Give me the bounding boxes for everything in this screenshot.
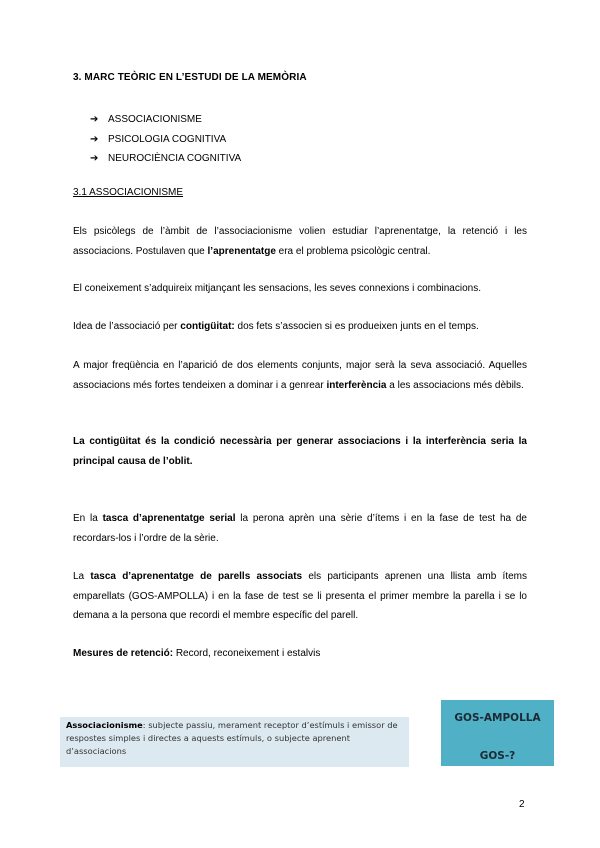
list-item bbox=[90, 149, 241, 169]
example-line-1: GOS-AMPOLLA bbox=[454, 712, 541, 724]
bold-text: Associacionisme bbox=[66, 720, 143, 730]
subsection-heading: 3.1 ASSOCIACIONISME bbox=[73, 187, 184, 198]
example-line-2: GOS-? bbox=[479, 750, 516, 762]
text: La bbox=[73, 571, 91, 582]
paragraph-6 bbox=[73, 509, 527, 548]
text: dos fets s’associen si es produeixen junts en el temps. bbox=[234, 321, 479, 332]
paragraph-2: El coneixement s’adquireix mitjançant les sensacions, les seves connexions i combinacions. bbox=[73, 283, 481, 294]
text: Record, reconeixement i estalvis bbox=[173, 648, 321, 659]
bold-text: interferència bbox=[326, 379, 387, 391]
bold-text: tasca d’aprenentatge de parells associats bbox=[90, 571, 303, 582]
section-heading: 3. MARC TEÒRIC EN L’ESTUDI DE LA MEMÒRIA bbox=[73, 72, 307, 83]
list-item bbox=[90, 110, 241, 130]
definition-note-box bbox=[60, 717, 409, 767]
list-item bbox=[90, 130, 241, 150]
arrow-icon: ➔ bbox=[90, 114, 99, 125]
paragraph-1 bbox=[73, 222, 527, 261]
text: a les associacions més dèbils. bbox=[386, 379, 524, 391]
list-item-label: NEUROCIÈNCIA COGNITIVA bbox=[108, 153, 242, 164]
text: Idea de l’associació per bbox=[73, 321, 181, 332]
text: : subjecte passiu, merament receptor d’estímuls i emissor de respostes simples i directes a aquests estímuls, o subjecte aprenent d’associacions bbox=[66, 720, 398, 756]
paragraph-3 bbox=[73, 317, 527, 337]
bold-text: contigüitat: bbox=[180, 321, 235, 332]
arrow-icon: ➔ bbox=[90, 133, 99, 145]
text: els participants aprenen una llista amb ítems emparellats (GOS-AMPOLLA) i en la fase de test se li presenta el primer membre la parella i se lo demana a la persona que recordi el membre específic del parell. bbox=[73, 571, 527, 621]
paragraph-8 bbox=[73, 644, 527, 664]
text: la perona aprèn una sèrie d’ítems i en la fase de test ha de recordars-los i l’ordre de la sèrie. bbox=[73, 513, 527, 544]
list-item-label: ASSOCIACIONISME bbox=[108, 114, 202, 125]
paragraph-7 bbox=[73, 567, 527, 626]
paragraph-5: La contigüitat és la condició necessària per generar associacions i la interferència seria la principal causa de l’oblit. bbox=[73, 436, 527, 467]
paragraph-4 bbox=[73, 356, 527, 395]
text: A major freqüència en l’aparició de dos elements conjunts, major serà la seva associació. Aquelles associacions més fortes tendeixen a dominar i a genrear bbox=[73, 360, 527, 391]
example-box bbox=[441, 700, 554, 766]
bold-text: Mesures de retenció: bbox=[73, 648, 174, 659]
text: Els psicòlegs de l’àmbit de l’associacionisme volien estudiar l’aprenentatge, la retenció i les associacions. Postulaven que bbox=[73, 226, 527, 257]
bold-text: l’aprenentatge bbox=[207, 245, 276, 257]
bold-text: tasca d’aprenentatge serial bbox=[102, 513, 236, 524]
arrow-icon: ➔ bbox=[90, 153, 99, 164]
list-item-label: PSICOLOGIA COGNITIVA bbox=[108, 133, 227, 145]
bullet-list bbox=[90, 110, 241, 169]
text: En la bbox=[73, 513, 103, 524]
text: era el problema psicològic central. bbox=[275, 245, 431, 257]
page-number: 2 bbox=[519, 799, 525, 810]
